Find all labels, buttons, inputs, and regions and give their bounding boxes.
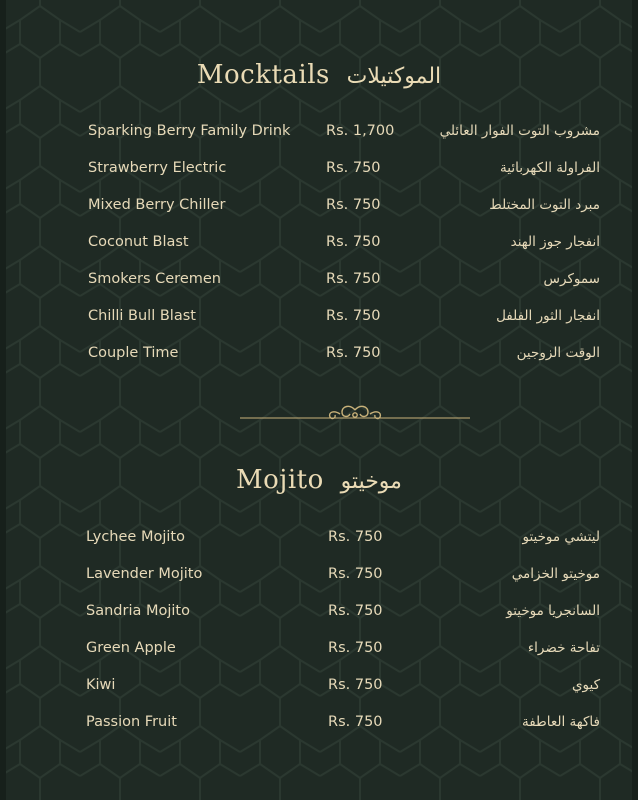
item-price: Rs. 750 [326,234,381,250]
item-name: Sparking Berry Family Drink [88,123,291,139]
item-name: Lychee Mojito [86,529,185,545]
list-item [88,268,600,290]
list-item [88,342,600,364]
item-name-arabic: كيوي [571,677,600,693]
list-item [86,526,600,548]
item-name-arabic: موخيتو الخزامي [511,566,600,582]
list-item [86,674,600,696]
item-name: Coconut Blast [88,234,189,250]
item-name: Strawberry Electric [88,160,227,176]
item-name: Smokers Ceremen [88,271,221,287]
section-title-mocktails [0,60,638,90]
section-title-arabic: موخيتو [340,469,402,494]
list-item [88,194,600,216]
item-price: Rs. 750 [328,640,383,656]
item-price: Rs. 750 [326,308,381,324]
item-price: Rs. 750 [328,566,383,582]
list-item [88,157,600,179]
item-name: Chilli Bull Blast [88,308,196,324]
item-price: Rs. 750 [326,271,381,287]
section-title-arabic: الموكتيلات [346,64,442,89]
item-price: Rs. 750 [326,197,381,213]
item-name: Mixed Berry Chiller [88,197,226,213]
list-item [86,563,600,585]
item-price: Rs. 1,700 [326,123,395,139]
item-name-arabic: سموكرس [543,271,600,287]
item-name-arabic: تفاحة خضراء [527,640,600,656]
ornament-divider-icon [240,402,470,426]
item-name: Couple Time [88,345,179,361]
item-price: Rs. 750 [326,160,381,176]
item-name-arabic: مبرد التوت المختلط [489,197,600,213]
item-price: Rs. 750 [328,677,383,693]
list-item [86,637,600,659]
item-price: Rs. 750 [328,714,383,730]
item-name-arabic: انفجار جوز الهند [510,234,600,250]
item-name-arabic: انفجار الثور الفلفل [496,308,600,324]
section-title-english: Mocktails [196,60,330,90]
item-name-arabic: السانجريا موخيتو [506,603,600,619]
section-title-mojito [0,465,638,495]
item-name-arabic: الفراولة الكهربائية [500,160,600,176]
right-border [632,0,638,800]
item-name-arabic: مشروب التوت الفوار العائلي [439,123,600,139]
item-name-arabic: فاكهة العاطفة [521,714,600,730]
left-border [0,0,6,800]
list-item [88,305,600,327]
list-item [86,600,600,622]
list-item [88,231,600,253]
item-name: Sandria Mojito [86,603,190,619]
item-price: Rs. 750 [328,603,383,619]
section-title-english: Mojito [236,465,324,495]
item-price: Rs. 750 [326,345,381,361]
item-price: Rs. 750 [328,529,383,545]
item-name-arabic: ليتشي موخيتو [522,529,600,545]
item-name-arabic: الوقت الزوجين [516,345,600,361]
item-name: Lavender Mojito [86,566,203,582]
item-name: Passion Fruit [86,714,177,730]
list-item [88,120,600,142]
list-item [86,711,600,733]
item-name: Green Apple [86,640,176,656]
item-name: Kiwi [86,677,116,693]
